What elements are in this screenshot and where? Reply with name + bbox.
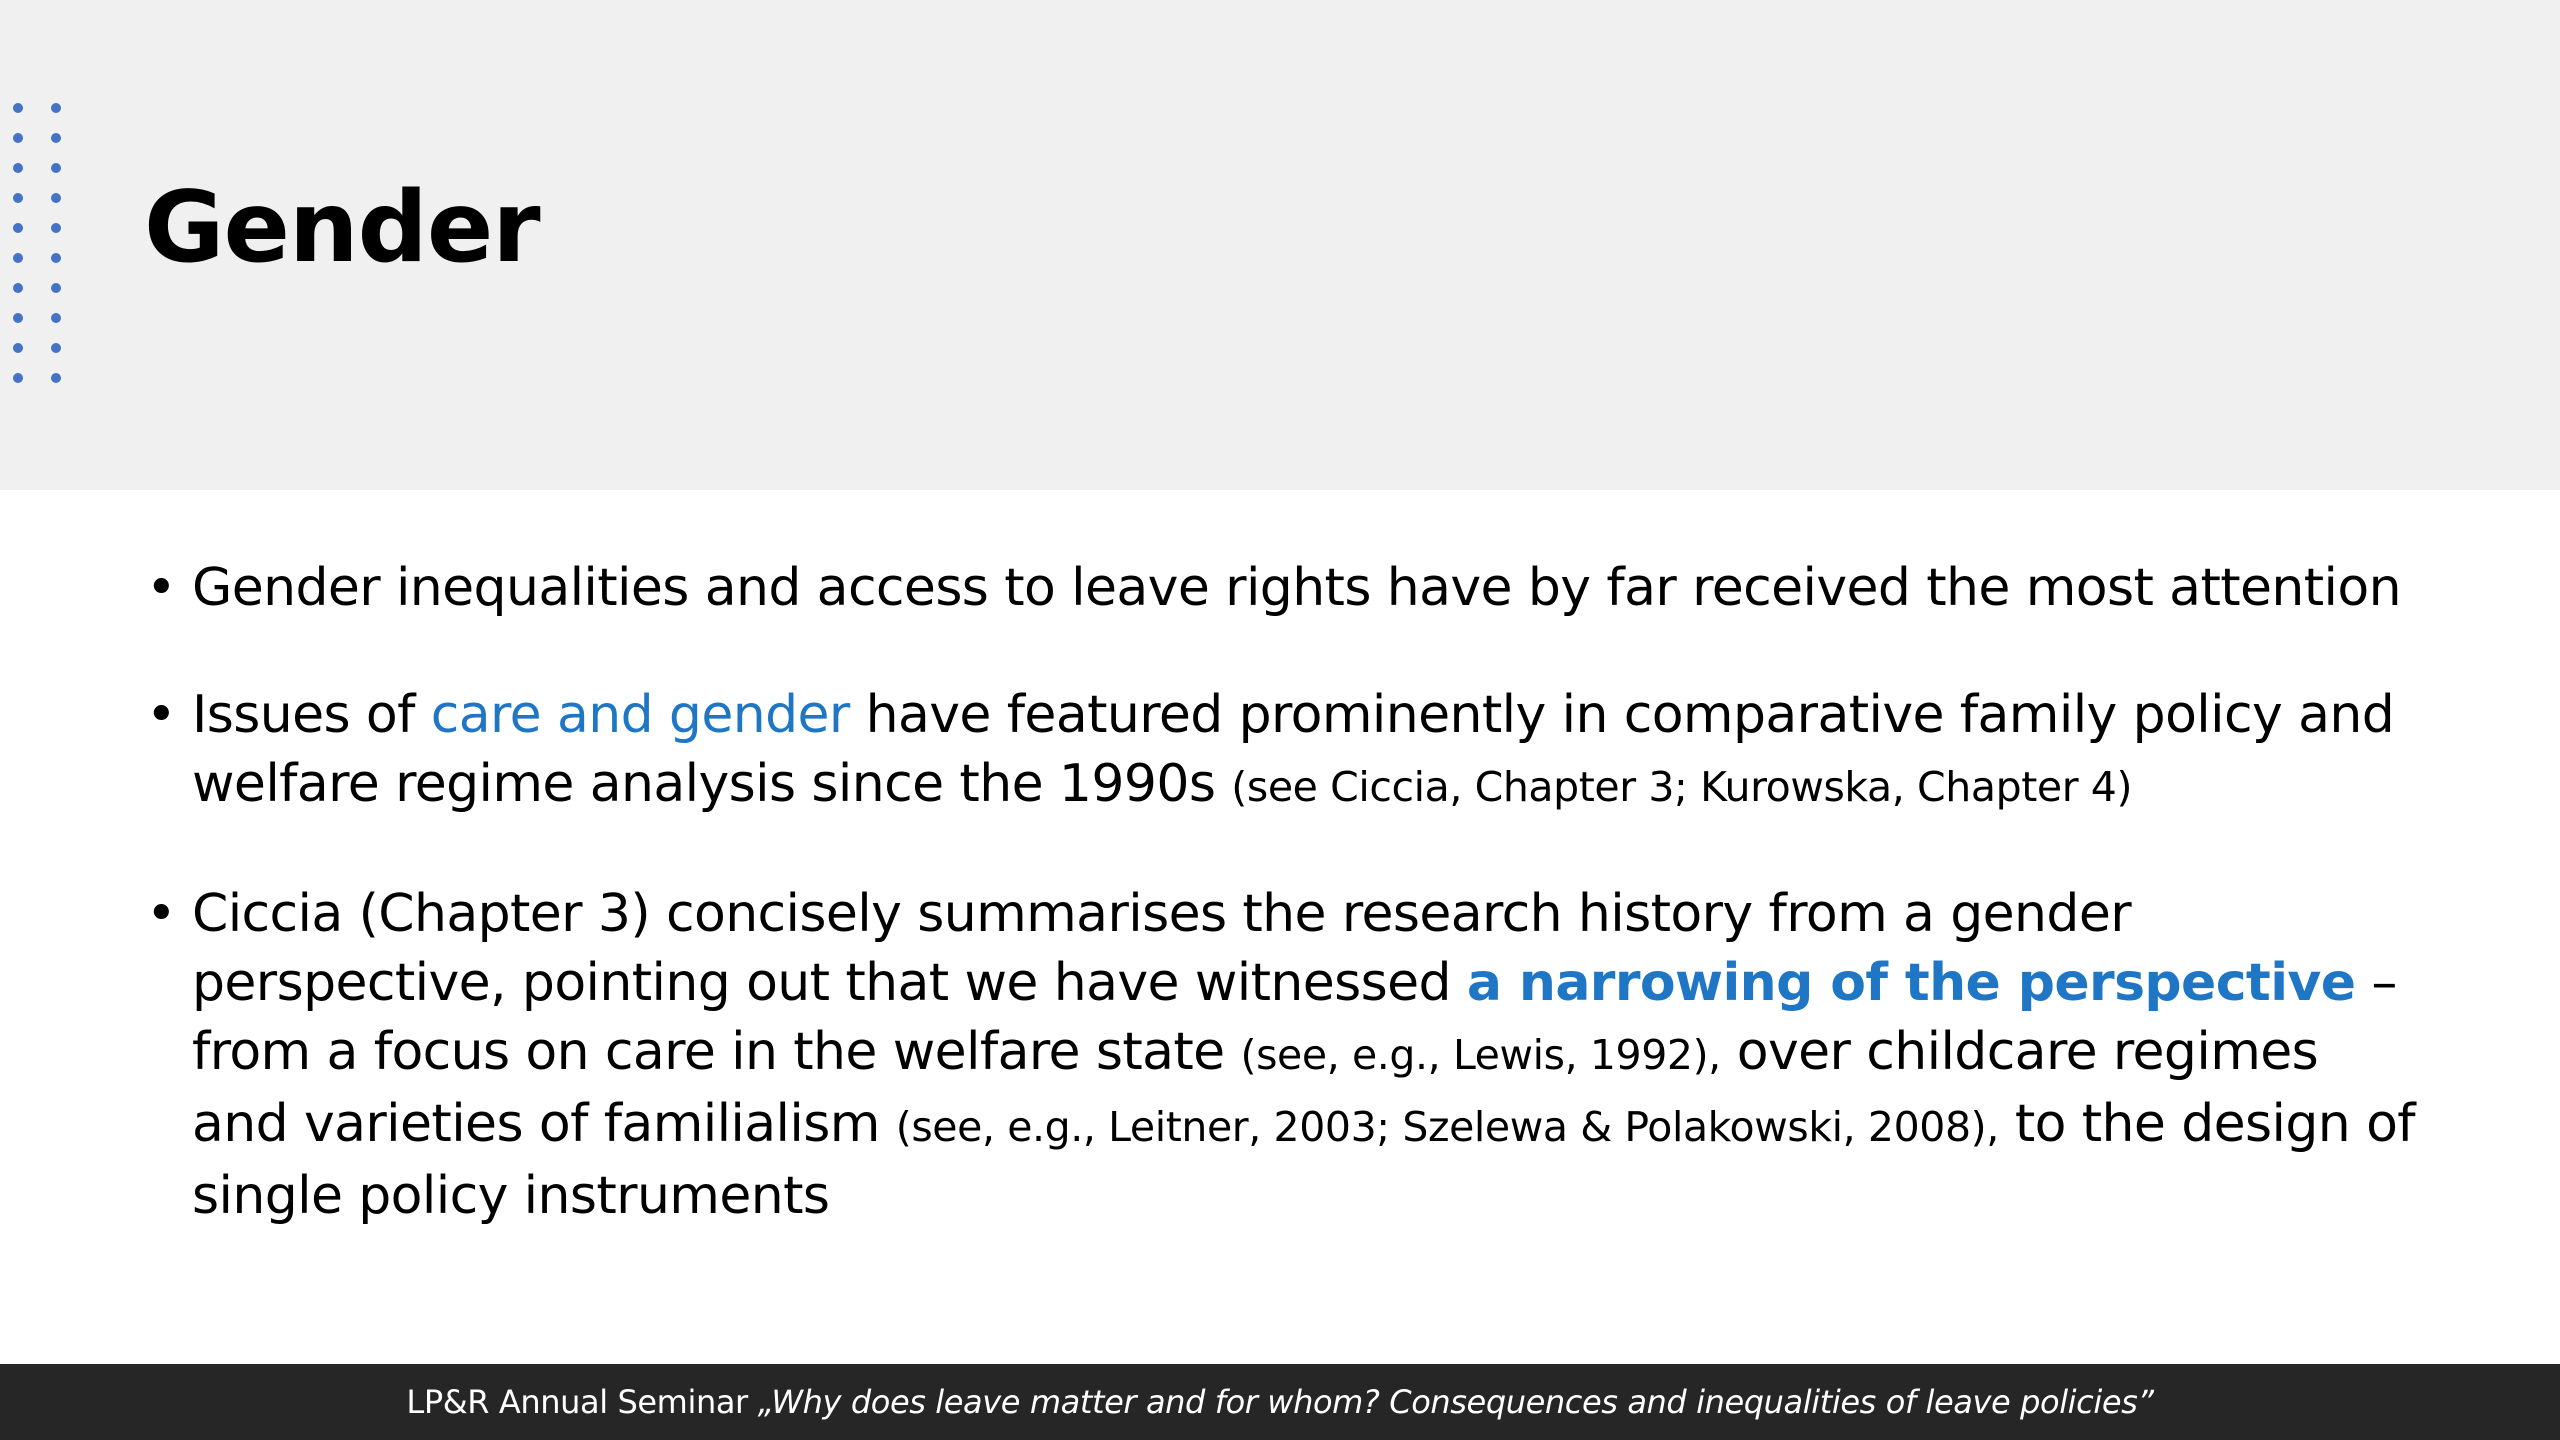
bullet-citation: (see, e.g., Lewis, 1992), (1240, 1031, 1721, 1079)
bullet-text-post: to the design of single policy instruments (192, 1094, 2415, 1226)
bullet-text-mid: over childcare regimes and varieties of familialism (192, 1022, 2319, 1154)
bullet-citation: (see Ciccia, Chapter 3; Kurowska, Chapter 4) (1231, 763, 2133, 811)
footer-seminar-title: „Why does leave matter and for whom? Consequences and inequalities of leave policies” (757, 1383, 2154, 1421)
slide-title: Gender (144, 171, 540, 285)
footer-bar (0, 1364, 2560, 1440)
decorative-dot-grid (10, 100, 66, 390)
bullet-dot-icon: • (146, 685, 177, 745)
bullet-text: Gender inequalities and access to leave rights have by far received the most attention (192, 558, 2401, 618)
bullet-text-pre: Issues of (192, 685, 431, 745)
bullet-item-1 (140, 554, 2430, 623)
bullet-dot-icon: • (146, 884, 177, 944)
bullet-highlight: care and gender (430, 685, 850, 745)
bullet-text-post: have featured prominently in comparative family policy and welfare regime analysis since the 1990s (192, 685, 2395, 814)
bullet-text-pre: Ciccia (Chapter 3) concisely summarises the research history from a gender perspective, pointing out that we have witnessed (192, 884, 2131, 1013)
bullet-item-3 (140, 880, 2430, 1231)
bullet-citation: (see, e.g., Leitner, 2003; Szelewa & Polakowski, 2008), (895, 1103, 1999, 1151)
bullet-dot-icon: • (146, 558, 177, 618)
footer-prefix: LP&R Annual Seminar (406, 1383, 758, 1421)
bullet-list (140, 554, 2430, 1289)
bullet-highlight: a narrowing of the perspective (1466, 953, 2356, 1013)
bullet-text-mid: – from a focus on care in the welfare state (192, 953, 2397, 1082)
bullet-item-2 (140, 681, 2430, 822)
